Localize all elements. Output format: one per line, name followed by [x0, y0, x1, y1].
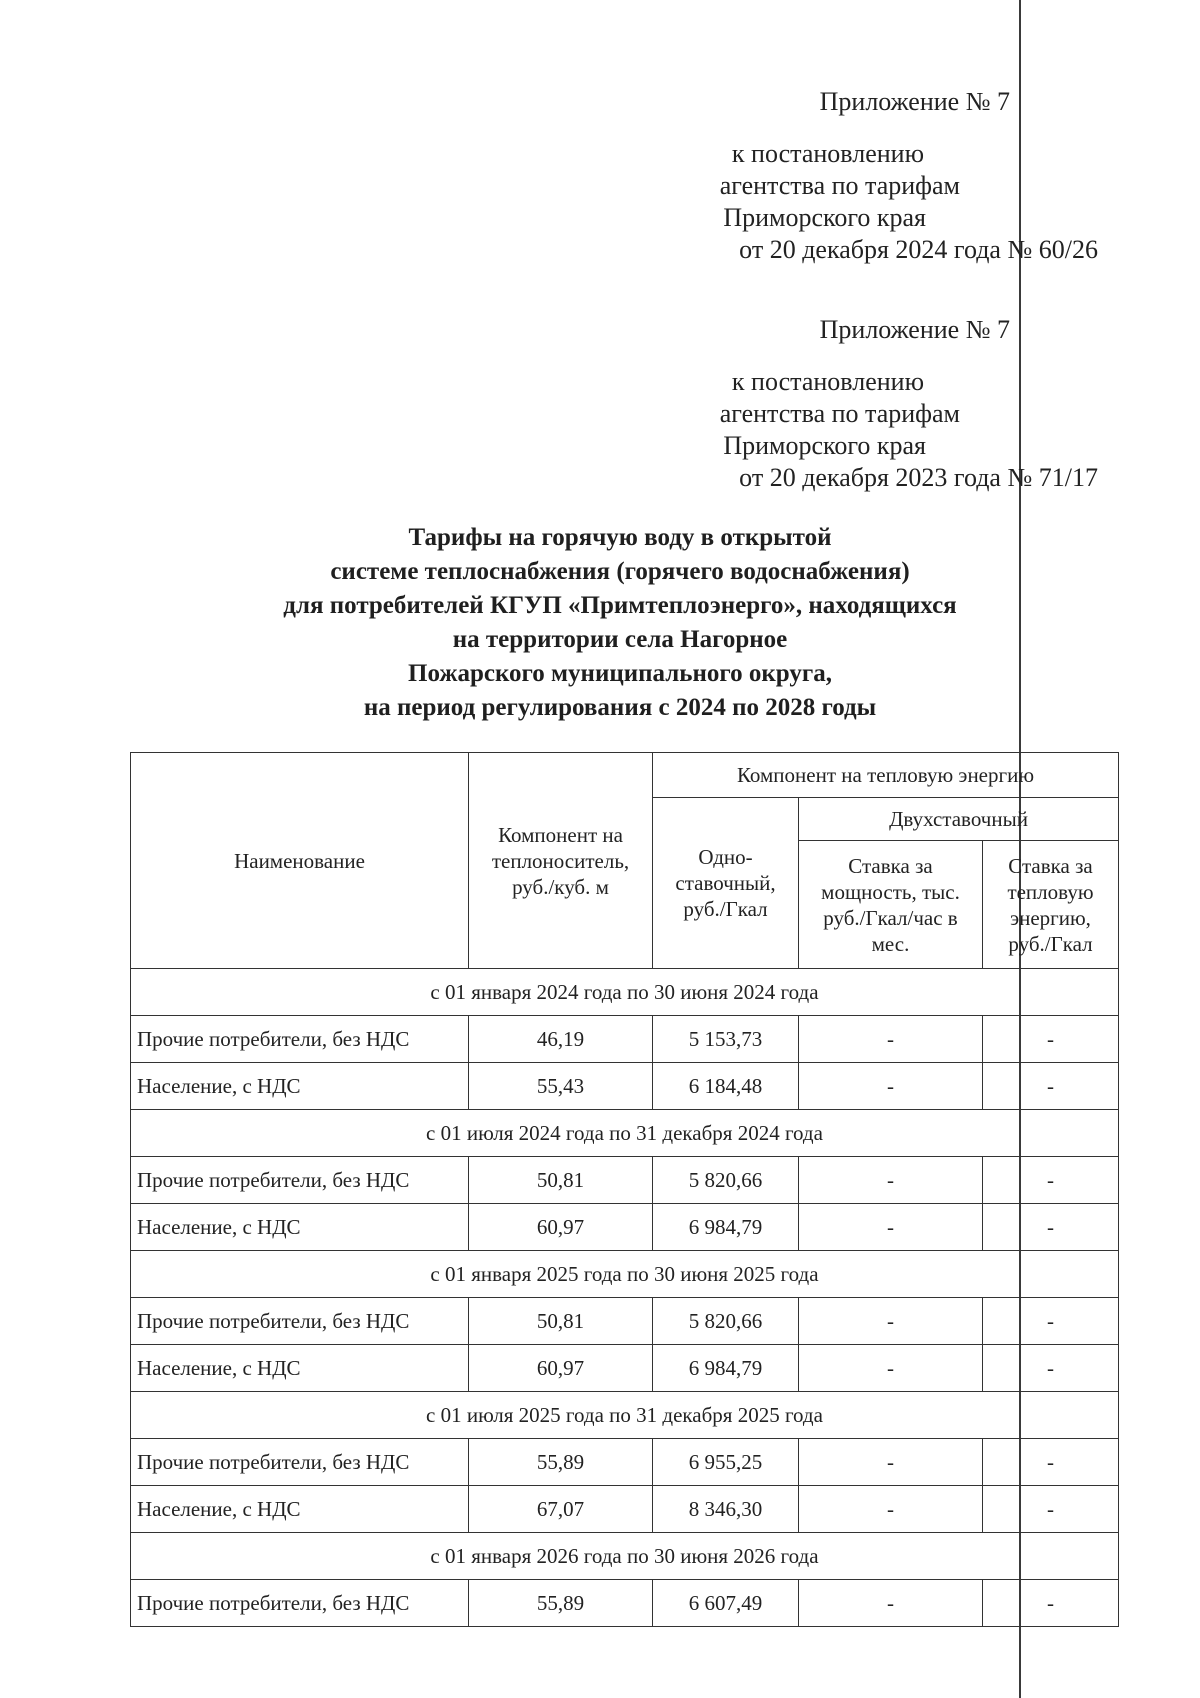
cell-single-rate: 5 820,66 — [653, 1157, 799, 1204]
attachment-line: Приморского края — [723, 431, 926, 460]
period-row — [131, 1251, 1119, 1298]
cell-single-rate: 6 955,25 — [653, 1439, 799, 1486]
table-row — [131, 1439, 1119, 1486]
cell-name: Население, с НДС — [131, 1204, 469, 1251]
cell-carrier: 55,89 — [469, 1580, 653, 1627]
table-row — [131, 1204, 1119, 1251]
cell-name: Прочие потребители, без НДС — [131, 1298, 469, 1345]
cell-capacity-rate: - — [799, 1016, 983, 1063]
period-label: с 01 января 2025 года по 30 июня 2025 года — [131, 1251, 1119, 1298]
cell-single-rate: 8 346,30 — [653, 1486, 799, 1533]
cell-capacity-rate: - — [799, 1486, 983, 1533]
cell-capacity-rate: - — [799, 1204, 983, 1251]
tariffs-table — [130, 752, 1119, 1627]
cell-energy-rate: - — [983, 1157, 1119, 1204]
cell-carrier: 46,19 — [469, 1016, 653, 1063]
cell-capacity-rate: - — [799, 1063, 983, 1110]
title-line: на период регулирования с 2024 по 2028 годы — [363, 694, 877, 721]
table-row — [131, 1157, 1119, 1204]
attachment-line: от 20 декабря 2024 года № 60/26 — [739, 235, 1098, 264]
cell-carrier: 50,81 — [469, 1157, 653, 1204]
attachment-line: к постановлению — [731, 367, 924, 396]
cell-carrier: 55,43 — [469, 1063, 653, 1110]
cell-energy-rate: - — [983, 1345, 1119, 1392]
attachment-line: агентства по тарифам — [719, 171, 960, 200]
cell-single-rate: 6 607,49 — [653, 1580, 799, 1627]
cell-capacity-rate: - — [799, 1580, 983, 1627]
period-row — [131, 1110, 1119, 1157]
cell-carrier: 67,07 — [469, 1486, 653, 1533]
attachment-number: Приложение № 7 — [819, 87, 1010, 116]
period-label: с 01 июля 2024 года по 31 декабря 2024 года — [131, 1110, 1119, 1157]
period-label: с 01 июля 2025 года по 31 декабря 2025 года — [131, 1392, 1119, 1439]
cell-energy-rate: - — [983, 1204, 1119, 1251]
cell-capacity-rate: - — [799, 1298, 983, 1345]
table-row — [131, 1580, 1119, 1627]
cell-single-rate: 5 820,66 — [653, 1298, 799, 1345]
header-two-rate: Двухставочный — [799, 798, 1119, 841]
header-name: Наименование — [131, 753, 469, 969]
cell-name: Население, с НДС — [131, 1486, 469, 1533]
tariffs-body — [131, 969, 1119, 1627]
title-line: Тарифы на горячую воду в открытой — [408, 524, 832, 551]
cell-single-rate: 6 184,48 — [653, 1063, 799, 1110]
attachment-line: от 20 декабря 2023 года № 71/17 — [739, 463, 1098, 492]
header-single-rate: Одно-ставочный, руб./Гкал — [653, 798, 799, 969]
period-row — [131, 969, 1119, 1016]
cell-name: Прочие потребители, без НДС — [131, 1157, 469, 1204]
attachment-line: Приморского края — [723, 203, 926, 232]
header-capacity-rate: Ставка за мощность, тыс. руб./Гкал/час в мес. — [799, 841, 983, 969]
attachment-block-2023 — [590, 314, 1098, 494]
title-line: на территории села Нагорное — [452, 626, 788, 653]
table-row — [131, 1345, 1119, 1392]
cell-energy-rate: - — [983, 1439, 1119, 1486]
period-row — [131, 1392, 1119, 1439]
cell-energy-rate: - — [983, 1580, 1119, 1627]
period-label: с 01 января 2026 года по 30 июня 2026 года — [131, 1533, 1119, 1580]
attachment-block-2024 — [590, 86, 1098, 266]
cell-single-rate: 5 153,73 — [653, 1016, 799, 1063]
cell-name: Прочие потребители, без НДС — [131, 1439, 469, 1486]
period-row — [131, 1533, 1119, 1580]
cell-capacity-rate: - — [799, 1439, 983, 1486]
header-carrier: Компонент на теплоноситель, руб./куб. м — [469, 753, 653, 969]
table-row — [131, 1016, 1119, 1063]
cell-name: Население, с НДС — [131, 1345, 469, 1392]
cell-single-rate: 6 984,79 — [653, 1204, 799, 1251]
cell-carrier: 60,97 — [469, 1204, 653, 1251]
title-line: Пожарского муниципального округа, — [408, 660, 832, 687]
cell-name: Прочие потребители, без НДС — [131, 1016, 469, 1063]
cell-single-rate: 6 984,79 — [653, 1345, 799, 1392]
table-row — [131, 1298, 1119, 1345]
cell-energy-rate: - — [983, 1486, 1119, 1533]
attachment-line: к постановлению — [731, 139, 924, 168]
cell-carrier: 60,97 — [469, 1345, 653, 1392]
document-title — [160, 521, 1080, 725]
cell-name: Население, с НДС — [131, 1063, 469, 1110]
table-row — [131, 1486, 1119, 1533]
title-line: для потребителей КГУП «Примтеплоэнерго», находящихся — [283, 592, 957, 619]
cell-name: Прочие потребители, без НДС — [131, 1580, 469, 1627]
cell-energy-rate: - — [983, 1298, 1119, 1345]
header-thermal-group: Компонент на тепловую энергию — [653, 753, 1119, 798]
header-energy-rate: Ставка за тепловую энергию, руб./Гкал — [983, 841, 1119, 969]
table-row — [131, 1063, 1119, 1110]
attachment-number: Приложение № 7 — [819, 315, 1010, 344]
cell-energy-rate: - — [983, 1016, 1119, 1063]
cell-energy-rate: - — [983, 1063, 1119, 1110]
title-line: системе теплоснабжения (горячего водоснабжения) — [330, 558, 910, 585]
period-label: с 01 января 2024 года по 30 июня 2024 года — [131, 969, 1119, 1016]
attachment-line: агентства по тарифам — [719, 399, 960, 428]
cell-carrier: 55,89 — [469, 1439, 653, 1486]
cell-carrier: 50,81 — [469, 1298, 653, 1345]
cell-capacity-rate: - — [799, 1157, 983, 1204]
cell-capacity-rate: - — [799, 1345, 983, 1392]
